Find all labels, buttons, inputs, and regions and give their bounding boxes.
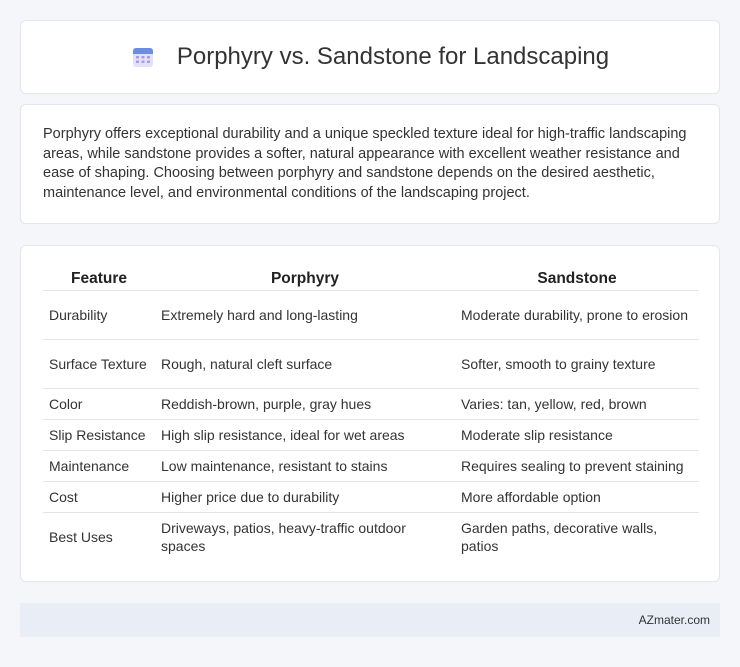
cell-feature: Maintenance — [43, 450, 155, 481]
table-row — [43, 512, 699, 561]
table-row — [43, 388, 699, 419]
cell-sandstone: Moderate slip resistance — [455, 419, 699, 450]
header-sandstone: Sandstone — [537, 270, 617, 287]
cell-porphyry: Extremely hard and long-lasting — [155, 290, 455, 339]
title-card — [20, 20, 720, 94]
comparison-table — [43, 266, 699, 561]
summary-text: Porphyry offers exceptional durability and a unique speckled texture ideal for high-traffic landscaping areas, while sandstone provides a softer, natural appearance with excellent weather resistance and ease of shaping. Choosing between porphyry and sandstone depends on the desired aesthetic, maintenance level, and environmental conditions of the landscaping project. — [43, 126, 687, 201]
cell-feature: Cost — [43, 481, 155, 512]
footer — [20, 603, 720, 637]
cell-feature: Color — [43, 388, 155, 419]
cell-porphyry: Rough, natural cleft surface — [155, 339, 455, 388]
cell-porphyry: Higher price due to durability — [155, 481, 455, 512]
summary-card — [20, 104, 720, 224]
cell-feature: Surface Texture — [43, 339, 155, 388]
footer-brand: AZmater.com — [638, 613, 710, 627]
header-porphyry: Porphyry — [270, 270, 340, 287]
table-row — [43, 419, 699, 450]
cell-porphyry: Low maintenance, resistant to stains — [155, 450, 455, 481]
table-row — [43, 481, 699, 512]
page-title: Porphyry vs. Sandstone for Landscaping — [176, 43, 610, 70]
cell-feature: Best Uses — [43, 512, 155, 561]
cell-porphyry: Driveways, patios, heavy-traffic outdoor spaces — [155, 512, 455, 561]
calendar-icon — [131, 45, 155, 69]
comparison-table-card — [20, 245, 720, 582]
cell-porphyry: High slip resistance, ideal for wet areas — [155, 419, 455, 450]
cell-sandstone: Garden paths, decorative walls, patios — [455, 512, 699, 561]
cell-sandstone: More affordable option — [455, 481, 699, 512]
table-row — [43, 290, 699, 339]
table-row — [43, 339, 699, 388]
cell-porphyry: Reddish-brown, purple, gray hues — [155, 388, 455, 419]
cell-feature: Durability — [43, 290, 155, 339]
cell-feature: Slip Resistance — [43, 419, 155, 450]
cell-sandstone: Requires sealing to prevent staining — [455, 450, 699, 481]
cell-sandstone: Varies: tan, yellow, red, brown — [455, 388, 699, 419]
table-header-row — [43, 266, 699, 290]
cell-sandstone: Softer, smooth to grainy texture — [455, 339, 699, 388]
header-feature: Feature — [71, 270, 127, 287]
cell-sandstone: Moderate durability, prone to erosion — [455, 290, 699, 339]
table-row — [43, 450, 699, 481]
